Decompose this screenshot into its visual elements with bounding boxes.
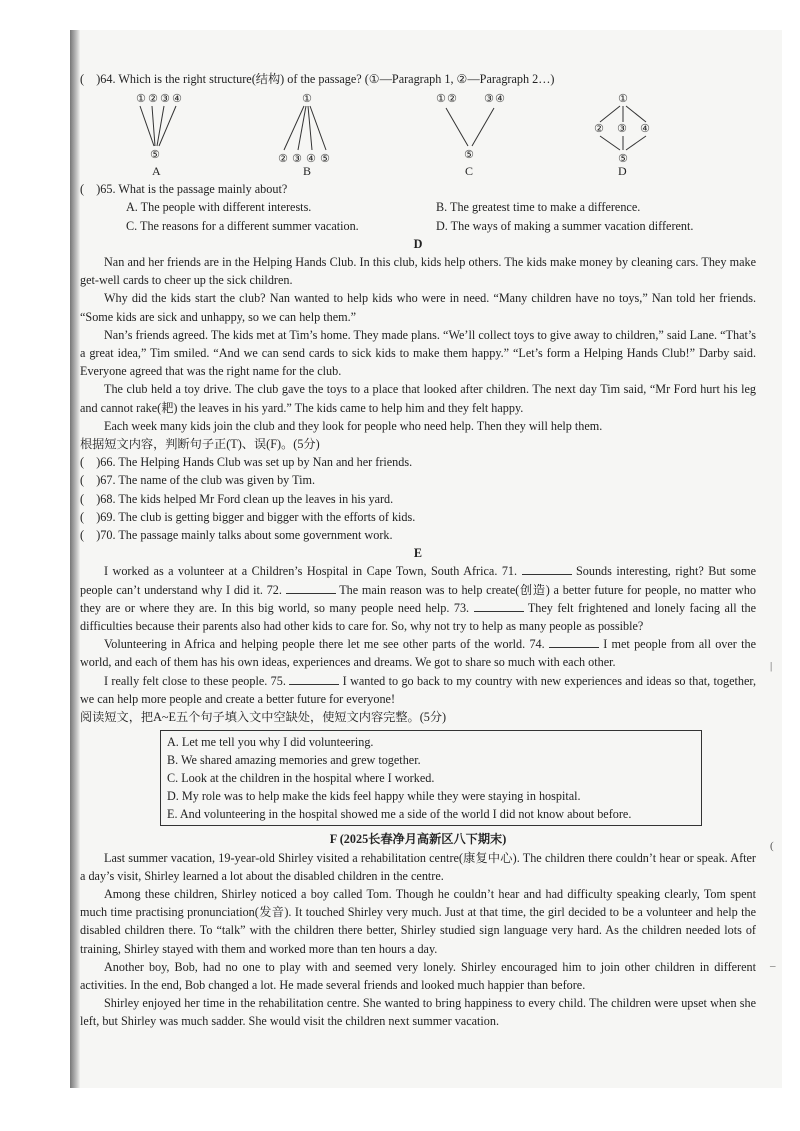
q65-option-a: A. The people with different interests. — [126, 200, 312, 215]
diagram-b-n1: ① — [302, 92, 312, 106]
section-e-p1-part-a: I worked as a volunteer at a Children’s Hospital in Cape Town, South Africa. 71. — [104, 564, 518, 579]
page-binding-shadow — [70, 30, 80, 1088]
section-e-p1-part-b: Sounds interesting, right? But some people can’t understand why I did it. 72. — [80, 564, 757, 597]
diagram-c-label: C — [465, 164, 474, 179]
diagram-b-label: B — [303, 164, 312, 179]
diagram-d-n2: ② — [594, 122, 604, 136]
section-e-p1-part-d: They felt frightened and lonely facing all the difficulties because their parents also had other kids to care for. So, why not try to help as many people as possible? — [80, 600, 757, 634]
tf-item-67: ( )67. The name of the club was given by Tim. — [80, 473, 316, 488]
section-e-p3-part-b: I wanted to go back to my country with new experiences and ideas so that, together, we can help more people and create a better future for everyone! — [80, 673, 757, 706]
q65-option-d: D. The ways of making a summer vacation different. — [436, 218, 694, 233]
section-e-heading: E — [413, 546, 423, 561]
diagram-a-n5: ⑤ — [150, 148, 160, 162]
diagram-d-n5: ⑤ — [618, 152, 628, 166]
section-e-option-d: D. My role was to help make the kids feel happy while they were staying in hospital. — [167, 789, 581, 804]
diagram-a-label: A — [152, 164, 161, 179]
diagram-c-n2: ② — [447, 92, 457, 106]
section-e-p2-part-a: Volunteering in Africa and helping people there let me see other parts of the world. 74. — [104, 637, 545, 652]
diagram-d-n4: ④ — [640, 122, 650, 136]
diagram-d-n1: ① — [618, 92, 628, 106]
diagram-c-n3: ③ — [484, 92, 494, 106]
diagram-d-label: D — [618, 164, 627, 179]
margin-mark: | — [770, 660, 773, 672]
tf-item-70: ( )70. The passage mainly talks about some government work. — [80, 528, 393, 543]
section-d-heading: D — [413, 236, 423, 251]
section-e-p3-part-a: I really felt close to these people. 75. — [104, 673, 286, 688]
section-f-paragraph-1: Last summer vacation, 19-year-old Shirley visited a rehabilitation centre(康复中心). The children there couldn’t hear or speak. After a day’s visit, Shirley learned a lot about the disabled children in the centre. — [80, 850, 756, 883]
diagram-d — [594, 92, 650, 178]
section-d-instruction: 根据短文内容，判断句子正(T)、误(F)。(5分) — [80, 437, 320, 452]
blank-71[interactable] — [522, 562, 572, 575]
margin-mark: ( — [770, 840, 774, 852]
section-e-option-a: A. Let me tell you why I did volunteering. — [167, 735, 374, 750]
diagram-b-n3: ③ — [292, 152, 302, 166]
section-e-option-b: B. We shared amazing memories and grew together. — [167, 753, 421, 768]
section-f-paragraph-4: Shirley enjoyed her time in the rehabilitation centre. She wanted to bring happiness to every child. The children were upset when she left, but Shirley was much sadder. She would visit the children next summer vacation. — [80, 996, 756, 1029]
section-d-paragraph-2: Why did the kids start the club? Nan wanted to help kids who were in need. “Many children have no toys,” Nan told her friends. “Some kids are sick and unhappy, so we can help them.” — [80, 291, 756, 324]
diagram-b-n5: ⑤ — [320, 152, 330, 166]
diagram-b-n2: ② — [278, 152, 288, 166]
section-e-options-box — [160, 730, 702, 826]
q64-stem: ( )64. Which is the right structure(结构) of the passage? (①—Paragraph 1, ②—Paragraph 2…) — [80, 72, 555, 86]
tf-item-69: ( )69. The club is getting bigger and bigger with the efforts of kids. — [80, 509, 416, 524]
section-e-p2-part-b: I met people from all over the world, and each of them has his own ideas, experiences and dreams. We got to share so much with each other. — [80, 637, 757, 670]
section-d-paragraph-1: Nan and her friends are in the Helping Hands Club. In this club, kids help others. The kids make money by cleaning cars. They make get-well cards to cheer up the sick children. — [80, 255, 756, 288]
diagram-c-n1: ① — [436, 92, 446, 106]
diagram-b — [278, 92, 330, 178]
section-f-paragraph-2: Among these children, Shirley noticed a boy called Tom. Though he couldn’t hear and had difficulty speaking clearly, Tom spent much time practising pronunciation(发音). It touched Shirley very much. Just at that time, the girl decided to be a volunteer and help the disabled children there. To “talk” with the children there better, Shirley studied sign language very hard. As the children needed lots of training, Shirley stayed with them and worked more than ten hours a day. — [80, 886, 756, 956]
q64-structure-diagrams — [80, 88, 756, 180]
tf-item-66: ( )66. The Helping Hands Club was set up by Nan and her friends. — [80, 455, 413, 470]
margin-mark: – — [770, 960, 776, 972]
section-e-option-c: C. Look at the children in the hospital where I worked. — [167, 771, 435, 786]
q65-option-b: B. The greatest time to make a difference. — [436, 200, 641, 215]
blank-74[interactable] — [549, 635, 599, 648]
section-e-paragraph-2 — [80, 635, 756, 671]
tf-item-68: ( )68. The kids helped Mr Ford clean up the leaves in his yard. — [80, 491, 394, 506]
page-content — [80, 70, 756, 1031]
section-e-instruction: 阅读短文，把A~E五个句子填入文中空缺处，使短文内容完整。(5分) — [80, 710, 447, 725]
q65-option-c: C. The reasons for a different summer vacation. — [126, 218, 359, 233]
blank-73[interactable] — [474, 599, 524, 612]
diagram-a — [136, 92, 182, 178]
diagram-a-n2: ② — [148, 92, 158, 106]
section-d-paragraph-5: Each week many kids join the club and they look for people who need help. Then they will help them. — [104, 418, 603, 433]
q65-stem: ( )65. What is the passage mainly about? — [80, 182, 288, 197]
diagram-d-n3: ③ — [617, 122, 627, 136]
diagram-a-n1: ① — [136, 92, 146, 106]
section-d-paragraph-3: Nan’s friends agreed. The kids met at Tim’s home. They made plans. “We’ll collect toys to give away to children,” said Lane. “That’s a great idea,” Tim smiled. “And we can send cards to sick kids to make them happy.” “Let’s form a Helping Hands Club!” Darby said. Everyone agreed that was the right name for the club. — [80, 327, 756, 379]
section-e-option-e: E. And volunteering in the hospital showed me a side of the world I did not know about before. — [167, 807, 632, 822]
structure-diagram-svg — [80, 88, 756, 180]
blank-72[interactable] — [286, 581, 336, 594]
section-e-paragraph-1 — [80, 562, 756, 635]
diagram-a-n3: ③ — [160, 92, 170, 106]
q65-options-row-2 — [80, 217, 756, 235]
section-e-paragraph-3 — [80, 672, 756, 708]
diagram-c — [436, 92, 505, 178]
diagram-c-n5: ⑤ — [464, 148, 474, 162]
diagram-c-n4: ④ — [495, 92, 505, 106]
section-e-p1-part-c: The main reason was to help create(创造) a better future for people, no matter who they are or where they are. In this big world, so many people need help. 73. — [80, 582, 757, 615]
blank-75[interactable] — [289, 672, 339, 685]
section-f-heading: F (2025长春净月高新区八下期末) — [329, 832, 507, 847]
diagram-a-n4: ④ — [172, 92, 182, 106]
q65-options-row-1 — [80, 198, 756, 216]
section-d-paragraph-4: The club held a toy drive. The club gave the toys to a place that looked after children. The next day Tim said, “Mr Ford hurt his leg and cannot rake(耙) the leaves in his yard.” The kids came to help him and they felt happy. — [80, 382, 756, 415]
diagram-b-n4: ④ — [306, 152, 316, 166]
section-f-paragraph-3: Another boy, Bob, had no one to play with and seemed very lonely. Shirley encouraged him to join other children in different activities. In the end, Bob changed a lot. He made several friends and looked much happier than before. — [80, 959, 756, 992]
